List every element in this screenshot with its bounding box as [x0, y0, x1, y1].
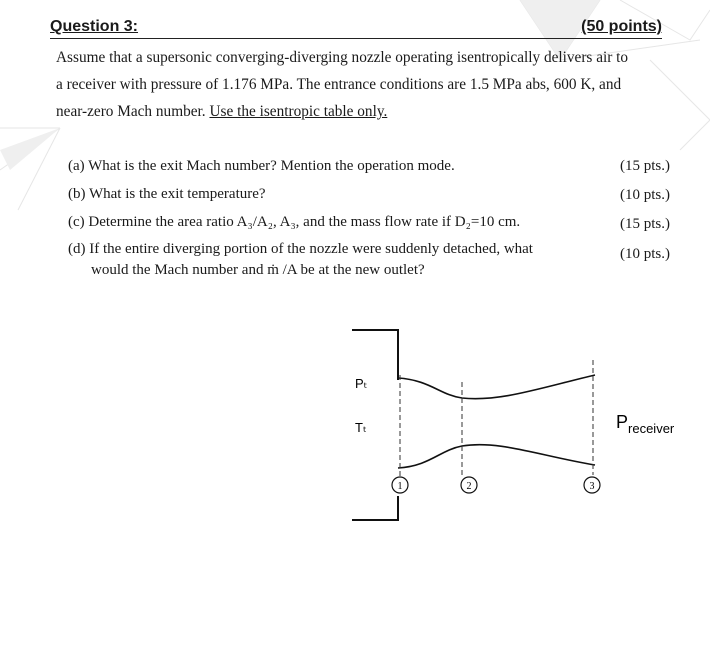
question-points: (50 points): [581, 18, 662, 35]
station-2-label: 2: [466, 481, 472, 492]
receiver-pressure-label: [616, 412, 675, 436]
station-1-label: 1: [397, 481, 403, 492]
receiver-p: P: [616, 412, 629, 432]
problem-statement: [56, 44, 668, 125]
part-d: [68, 239, 588, 281]
part-c-points: (15 pts.): [620, 216, 670, 232]
part-b: (b) What is the exit temperature?: [68, 186, 266, 202]
isentropic-table-note: Use the isentropic table only.: [209, 103, 388, 120]
nozzle-diagram: [340, 320, 710, 530]
part-d-line-2: would the Mach number and ṁ /A be at the new outlet?: [91, 262, 425, 278]
part-b-points: (10 pts.): [620, 187, 670, 203]
part-a: (a) What is the exit Mach number? Mention the operation mode.: [68, 158, 455, 174]
station-3-label: 3: [589, 481, 595, 492]
intro-line-3-text: near-zero Mach number.: [56, 103, 210, 120]
intro-line-3: [56, 98, 668, 125]
intro-line-2: a receiver with pressure of 1.176 MPa. The entrance conditions are 1.5 MPa abs, 600 K, and: [56, 76, 622, 93]
receiver-subscript: receiver: [628, 421, 675, 436]
reservoir-top-wall: [352, 330, 398, 380]
part-d-points: (10 pts.): [620, 246, 670, 262]
nozzle-lower-wall: [398, 445, 595, 468]
part-a-points: (15 pts.): [620, 158, 670, 174]
stagnation-temperature-label: Tₜ: [355, 420, 367, 435]
nozzle-upper-wall: [398, 375, 595, 399]
reservoir-bottom-wall: [352, 496, 398, 520]
stagnation-pressure-label: Pₜ: [355, 376, 368, 391]
intro-line-1: Assume that a supersonic converging-diverging nozzle operating isentropically delivers air to: [56, 49, 629, 66]
part-c: (c) Determine the area ratio A₃/A₂, A₃, and the mass flow rate if D₂=10 cm.: [68, 214, 521, 230]
part-d-line-1: (d) If the entire diverging portion of the nozzle were suddenly detached, what: [68, 241, 533, 257]
question-title: Question 3:: [50, 18, 139, 35]
question-header: [50, 18, 662, 39]
